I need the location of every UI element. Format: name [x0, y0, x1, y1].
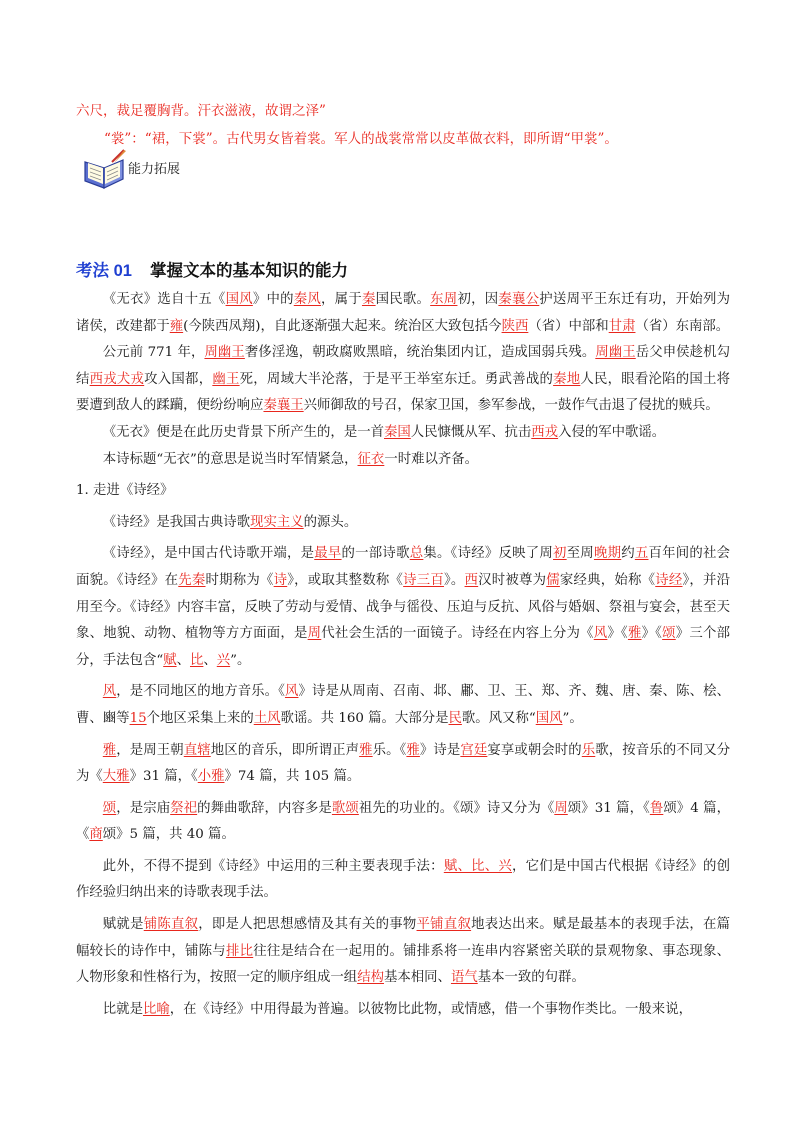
keyword-highlight: 赋 [163, 652, 177, 668]
text-run: 基本相同、 [383, 970, 451, 986]
keyword-highlight: 商 [89, 827, 103, 843]
keyword-highlight: 国风 [225, 292, 253, 307]
keyword-highlight: 秦国 [384, 424, 411, 440]
keyword-highlight: 最早 [314, 546, 342, 562]
paragraph [76, 854, 730, 907]
keyword-highlight: 风 [284, 684, 299, 700]
text-run: 攻入国都， [144, 371, 213, 387]
paragraph [76, 679, 730, 732]
keyword-highlight: 周幽王 [595, 345, 636, 361]
text-run: ，是宗庙 [116, 800, 171, 816]
keyword-highlight: 幽王 [212, 371, 240, 387]
text-run: ，它们是中国古代根据《诗经》的创作经验归纳出来的诗歌表现手法。 [76, 858, 731, 901]
text-run: 歌谣。共 160 篇。大部分是 [280, 710, 449, 726]
keyword-highlight: 儒 [546, 572, 560, 588]
text-run: 百年间的社会面貌。《诗经》在 [76, 546, 731, 588]
paragraph [76, 478, 730, 505]
text-run: 兴师御敌的号召，保家卫国，参军参战，一鼓作气击退了侵扰的贼兵。 [303, 398, 719, 414]
text-run: 》74 篇，共 105 篇。 [224, 769, 361, 785]
paragraph [76, 420, 730, 447]
keyword-highlight: 鲁 [649, 800, 664, 816]
text-run: ，是不同地区的地方音乐。《 [116, 684, 285, 700]
keyword-highlight: 诗 [273, 572, 288, 588]
text-run: 岳父申侯趁机勾结 [76, 345, 731, 387]
paragraph [76, 510, 730, 537]
keyword-highlight: 结构 [357, 970, 384, 986]
keyword-highlight: 乐 [581, 742, 596, 758]
text-run: 的舞曲歌辞，内容多是 [197, 800, 332, 816]
text-run: 》中的 [252, 292, 294, 307]
keyword-highlight: 兴 [216, 652, 231, 668]
text-run: 》《 [607, 626, 628, 642]
keyword-highlight: 15 [129, 710, 147, 726]
section-heading [76, 257, 348, 281]
text-run: 》诗是从周南、召南、邶、鄘、卫、王、郑、齐、魏、唐、秦、陈、桧、曹、豳等 [76, 684, 731, 726]
keyword-highlight: 比喻 [142, 1001, 170, 1017]
keyword-highlight: 语气 [450, 970, 478, 986]
definition-note-line: “裳”：“裙，下裳”。古代男女皆着裳。军人的战裳常常以皮革做衣料，即所谓“甲裳”。 [104, 131, 618, 147]
text-run: 地表达出来。赋是最基本的表现手法，在篇幅较长的诗作中，铺陈与 [76, 917, 731, 959]
section-title: 掌握文本的基本知识的能力 [149, 261, 348, 280]
paragraph [76, 340, 730, 420]
keyword-highlight: 祭祀 [170, 800, 198, 816]
paragraph [76, 541, 730, 674]
keyword-highlight: 歌颂 [331, 800, 359, 816]
text-run: 》诗是 [419, 742, 461, 758]
text-run: 歌，按音乐的不同又分为《 [76, 742, 731, 785]
text-run: 宴享或朝会时的 [487, 742, 582, 758]
text-run: 时期称为《 [205, 572, 274, 588]
keyword-highlight: 民 [448, 710, 462, 726]
keyword-highlight: 大雅 [102, 769, 130, 785]
keyword-highlight: 比 [189, 652, 204, 668]
continued-note-line: 六尺，裁足覆胸背。汗衣滋液，故谓之泽” [76, 103, 326, 119]
keyword-highlight: 西 [464, 572, 479, 588]
text-run: ”。 [230, 652, 251, 668]
keyword-highlight: 秦襄公 [498, 292, 540, 307]
text-run: 歌。风又称“ [461, 710, 536, 726]
text-run: 集。《诗经》反映了周 [423, 546, 554, 562]
text-run: 1. 走进《诗经》 [76, 483, 174, 499]
text-run: 》三个部分，手法包含“ [76, 626, 731, 668]
paragraph [76, 997, 730, 1024]
text-run: 颂》5 篇，共 40 篇。 [102, 827, 235, 843]
text-run: 本诗标题“无衣”的意思是说当时军情紧急， [102, 451, 358, 467]
text-run: 《诗经》，是中国古代诗歌开端，是 [102, 546, 315, 562]
text-run: 家经典，始称《 [559, 572, 656, 588]
text-run: 》。 [444, 572, 465, 588]
paragraph [76, 796, 730, 849]
text-run: 此外，不得不提到《诗经》中运用的三种主要表现手法： [102, 858, 444, 874]
keyword-highlight: 雅 [406, 742, 420, 758]
keyword-highlight: 雅 [627, 626, 642, 642]
text-run: 》《 [641, 626, 663, 642]
text-run: 《无衣》便是在此历史背景下所产生的，是一首 [102, 424, 384, 440]
text-run: 往往是结合在一起用的。铺排系将一连串内容紧密关联的景观物象、事态现象、人物形象和性格行为，按照一定的顺序组成一组 [76, 943, 731, 986]
keyword-highlight: 风 [102, 684, 117, 700]
keyword-highlight: 土风 [253, 710, 281, 726]
text-run: 》，或取其整数称《 [287, 572, 404, 588]
keyword-highlight: 国风 [535, 710, 563, 726]
text-run: 一时难以齐备。 [384, 451, 479, 467]
text-run: 汉时被尊为 [478, 572, 547, 588]
text-run: 的源头。 [303, 514, 358, 530]
text-run: ，属于 [321, 292, 362, 307]
paragraph [76, 287, 730, 340]
keyword-highlight: 诗三百 [403, 572, 444, 588]
keyword-highlight: 现实主义 [250, 514, 304, 530]
text-run: 》31 篇，《 [129, 769, 198, 785]
keyword-highlight: 东周 [430, 292, 458, 307]
open-book-icon [82, 148, 128, 194]
keyword-highlight: 秦襄王 [263, 398, 304, 414]
keyword-highlight: 秦 [361, 292, 376, 307]
text-run: 个地区采集上来的 [146, 710, 254, 726]
text-run: 代社会生活的一面镜子。诗经在内容上分为《 [321, 626, 594, 642]
keyword-highlight: 先秦 [178, 572, 206, 588]
keyword-highlight: 雅 [102, 742, 117, 758]
paragraph [76, 738, 730, 791]
keyword-highlight: 征衣 [357, 451, 385, 467]
keyword-highlight: 小雅 [197, 769, 225, 785]
keyword-highlight: 初 [553, 546, 567, 562]
text-run: 至周 [566, 546, 594, 562]
text-run: 乐。《 [372, 742, 407, 758]
keyword-highlight: 陕西 [501, 318, 529, 334]
text-run: 公元前 771 年， [102, 345, 205, 361]
keyword-highlight: 西戎犬戎 [89, 371, 145, 387]
keyword-highlight: 直辖 [183, 742, 211, 758]
keyword-highlight: 周 [307, 626, 322, 642]
paragraph [76, 912, 730, 992]
text-run: 护送周平王东迁有功，开始列为诸侯，改建都于 [76, 292, 731, 334]
keyword-highlight: 西戎 [531, 424, 559, 440]
keyword-highlight: 排比 [225, 943, 254, 959]
text-run: 祖先的功业的。《颂》诗又分为《 [358, 800, 555, 816]
text-run: 赋就是 [102, 917, 144, 933]
text-run: （省）中部和 [528, 318, 609, 334]
text-run: 、 [176, 652, 190, 668]
text-run: 颂》4 篇，《 [76, 800, 731, 843]
keyword-highlight: 周幽王 [204, 345, 245, 361]
article-body [76, 287, 730, 1023]
text-run: (今陕西凤翔)，自此逐渐强大起来。统治区大致包括今 [183, 318, 502, 334]
ability-expansion-label: 能力拓展 [128, 162, 181, 177]
text-run: 地区的音乐，即所谓正声 [210, 742, 360, 758]
keyword-highlight: 秦风 [293, 292, 322, 307]
text-run: 颂》31 篇，《 [567, 800, 650, 816]
paragraph [76, 447, 730, 474]
keyword-highlight: 宫廷 [460, 742, 488, 758]
text-run: 死，周域大半沦落，于是平王举室东迁。勇武善战的 [239, 371, 554, 387]
keyword-highlight: 晚期 [593, 546, 622, 562]
keyword-highlight: 秦地 [553, 371, 581, 387]
text-run: （省）东南部。 [635, 318, 730, 334]
text-run: 比就是 [102, 1001, 143, 1017]
text-run: 奢侈淫逸，朝政腐败黑暗，统治集团内讧，造成国弱兵残。 [244, 345, 596, 361]
keyword-highlight: 赋、比、兴 [443, 858, 513, 874]
text-run: 的一部诗歌 [341, 546, 410, 562]
keyword-highlight: 风 [593, 626, 608, 642]
keyword-highlight: 总 [409, 546, 424, 562]
text-run: ”。 [562, 710, 583, 726]
text-run: ，是周王朝 [116, 742, 184, 758]
text-run: ，即是人把思想感情及其有关的事物 [198, 917, 417, 933]
text-run: 约 [621, 546, 635, 562]
keyword-highlight: 雍 [169, 318, 184, 334]
text-run: 基本一致的句群。 [477, 970, 585, 986]
keyword-highlight: 诗经 [655, 572, 683, 588]
keyword-highlight: 甘肃 [608, 318, 636, 334]
keyword-highlight: 雅 [359, 742, 373, 758]
text-run: 、 [203, 652, 217, 668]
text-run: 《无衣》选自十五《 [102, 292, 226, 307]
keyword-highlight: 铺陈直叙 [143, 917, 199, 933]
keyword-highlight: 平铺直叙 [416, 917, 472, 933]
keyword-highlight: 周 [554, 800, 568, 816]
keyword-highlight: 颂 [662, 626, 676, 642]
text-run: 人民，眼看沦陷的国土将要遭到敌人的蹂躏，便纷纷响应 [76, 371, 731, 414]
keyword-highlight: 颂 [102, 800, 117, 816]
text-run: 人民慷慨从军、抗击 [410, 424, 532, 440]
text-run: 入侵的军中歌谣。 [558, 424, 666, 440]
section-number: 考法 01 [76, 262, 132, 280]
text-run: 》，并沿用至今。《诗经》内容丰富，反映了劳动与爱情、战争与徭役、压迫与反抗、风俗与婚姻、祭祖与宴会，甚至天象、地貌、动物、植物等方方面面，是 [76, 572, 731, 642]
text-run: 《诗经》是我国古典诗歌 [102, 514, 251, 530]
keyword-highlight: 五 [634, 546, 649, 562]
text-run: 初，因 [457, 292, 499, 307]
text-run: 国民歌。 [375, 292, 431, 307]
text-run: ，在《诗经》中用得最为普遍。以彼物比此物，或情感，借一个事物作类比。一般来说， [169, 1001, 692, 1017]
